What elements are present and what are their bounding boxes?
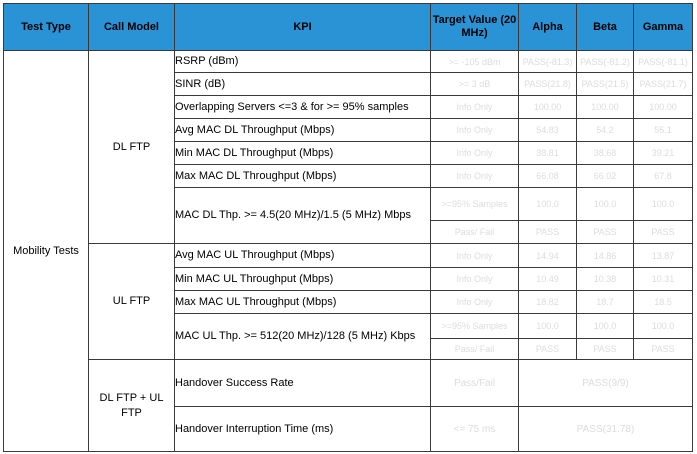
alpha-value: PASS: [519, 221, 577, 244]
beta-value: 14.86: [577, 244, 634, 268]
alpha-value: 100.00: [519, 96, 577, 119]
gamma-value: 39.21: [634, 142, 693, 165]
beta-value: 100.0: [577, 314, 634, 339]
beta-value: PASS: [577, 339, 634, 360]
kpi-results-table: [3, 3, 693, 452]
target-value: Pass/Fail: [431, 360, 519, 407]
header-alpha: Alpha: [519, 4, 577, 51]
table-row: [4, 360, 693, 407]
table-row: [4, 244, 693, 268]
header-call-model: Call Model: [89, 4, 175, 51]
alpha-value: 38.81: [519, 142, 577, 165]
gamma-value: PASS(-81.1): [634, 51, 693, 73]
header-target-value: Target Value (20 MHz): [431, 4, 519, 51]
alpha-value: 14.94: [519, 244, 577, 268]
target-value: Pass/ Fail: [431, 339, 519, 360]
gamma-value: 100.00: [634, 96, 693, 119]
header-beta: Beta: [577, 4, 634, 51]
kpi-label: Avg MAC UL Throughput (Mbps): [175, 244, 431, 268]
target-value: Info Only: [431, 291, 519, 314]
kpi-label: Min MAC DL Throughput (Mbps): [175, 142, 431, 165]
alpha-value: 100.0: [519, 188, 577, 221]
gamma-value: 10.31: [634, 268, 693, 291]
target-value: >=95% Samples: [431, 188, 519, 221]
kpi-label: RSRP (dBm): [175, 51, 431, 73]
alpha-value: 66.08: [519, 165, 577, 188]
beta-value: 100.00: [577, 96, 634, 119]
alpha-value: 100.0: [519, 314, 577, 339]
beta-value: 54.2: [577, 119, 634, 142]
target-value: <= 75 ms: [431, 407, 519, 452]
beta-value: 10.38: [577, 268, 634, 291]
beta-value: PASS(21.5): [577, 73, 634, 96]
target-value: Info Only: [431, 244, 519, 268]
kpi-label: Min MAC UL Throughput (Mbps): [175, 268, 431, 291]
kpi-label: Handover Success Rate: [175, 360, 431, 407]
alpha-value: 54.83: [519, 119, 577, 142]
alpha-value: PASS(21.8): [519, 73, 577, 96]
kpi-label: SINR (dB): [175, 73, 431, 96]
alpha-value: PASS: [519, 339, 577, 360]
call-model-dl-ftp: DL FTP: [89, 51, 175, 244]
alpha-value: PASS(-81.3): [519, 51, 577, 73]
gamma-value: PASS(21.7): [634, 73, 693, 96]
kpi-label: Overlapping Servers <=3 & for >= 95% samples: [175, 96, 431, 119]
gamma-value: 18.5: [634, 291, 693, 314]
target-value: Info Only: [431, 142, 519, 165]
beta-value: 100.0: [577, 188, 634, 221]
target-value: >=95% Samples: [431, 314, 519, 339]
target-value: Pass/ Fail: [431, 221, 519, 244]
beta-value: 66.02: [577, 165, 634, 188]
kpi-label: MAC UL Thp. >= 512(20 MHz)/128 (5 MHz) Kbps: [175, 314, 431, 360]
handover-result: PASS(31.78): [519, 407, 693, 452]
target-value: >= 3 dB: [431, 73, 519, 96]
gamma-value: 100.0: [634, 314, 693, 339]
kpi-label: Max MAC UL Throughput (Mbps): [175, 291, 431, 314]
table-row: [4, 51, 693, 73]
alpha-value: 10.49: [519, 268, 577, 291]
target-value: Info Only: [431, 96, 519, 119]
call-model-ul-ftp: UL FTP: [89, 244, 175, 360]
kpi-label: Max MAC DL Throughput (Mbps): [175, 165, 431, 188]
header-gamma: Gamma: [634, 4, 693, 51]
kpi-label: Handover Interruption Time (ms): [175, 407, 431, 452]
call-model-dl-ul-ftp: DL FTP + UL FTP: [89, 360, 175, 452]
target-value: Info Only: [431, 165, 519, 188]
gamma-value: 13.87: [634, 244, 693, 268]
gamma-value: PASS: [634, 221, 693, 244]
gamma-value: 67.8: [634, 165, 693, 188]
beta-value: PASS(-81.2): [577, 51, 634, 73]
target-value: >= -105 dBm: [431, 51, 519, 73]
target-value: Info Only: [431, 119, 519, 142]
gamma-value: PASS: [634, 339, 693, 360]
beta-value: PASS: [577, 221, 634, 244]
header-test-type: Test Type: [4, 4, 89, 51]
gamma-value: 55.1: [634, 119, 693, 142]
header-row: [4, 4, 693, 51]
beta-value: 38.68: [577, 142, 634, 165]
test-type-cell: Mobility Tests: [4, 51, 89, 452]
alpha-value: 18.82: [519, 291, 577, 314]
target-value: Info Only: [431, 268, 519, 291]
handover-result: PASS(9/9): [519, 360, 693, 407]
kpi-label: Avg MAC DL Throughput (Mbps): [175, 119, 431, 142]
beta-value: 18.7: [577, 291, 634, 314]
kpi-label: MAC DL Thp. >= 4.5(20 MHz)/1.5 (5 MHz) Mbps: [175, 188, 431, 244]
header-kpi: KPI: [175, 4, 431, 51]
gamma-value: 100.0: [634, 188, 693, 221]
